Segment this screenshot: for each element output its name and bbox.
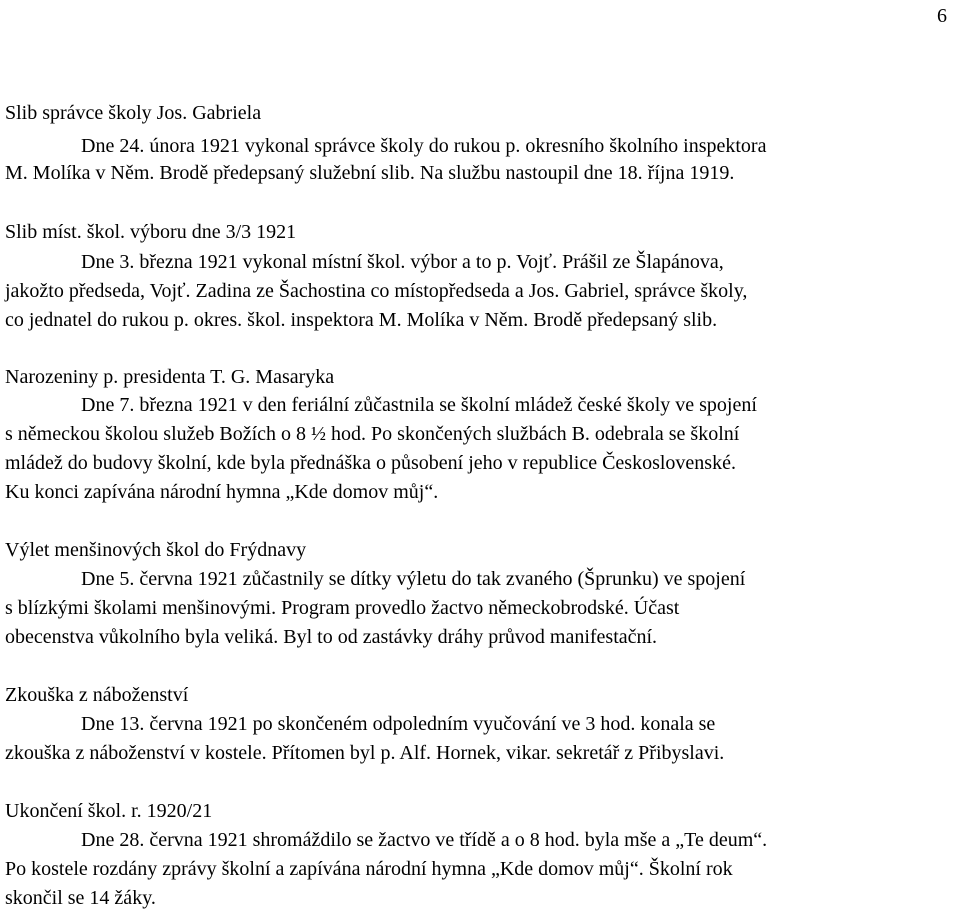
section-heading: Ukončení škol. r. 1920/21 [5, 800, 213, 822]
section-heading: Slib míst. škol. výboru dne 3/3 1921 [5, 221, 297, 243]
section-heading: Výlet menšinových škol do Frýdnavy [5, 539, 307, 561]
paragraph-line: zkouška z náboženství v kostele. Přítomen byl p. Alf. Hornek, vikar. sekretář z Přibyslavi. [5, 742, 725, 764]
section-heading: Slib správce školy Jos. Gabriela [5, 102, 262, 124]
section-heading: Narozeniny p. presidenta T. G. Masaryka [5, 366, 335, 388]
paragraph-line: Dne 7. března 1921 v den feriální zůčastnila se školní mládež české školy ve spojení [81, 394, 757, 416]
paragraph-line: obecenstva vůkolního byla veliká. Byl to od zastávky dráhy průvod manifestační. [5, 626, 658, 648]
paragraph-line: s blízkými školami menšinovými. Program provedlo žactvo německobrodské. Účast [5, 597, 680, 619]
paragraph-line: Dne 13. června 1921 po skončeném odpoledním vyučování ve 3 hod. konala se [81, 713, 716, 735]
paragraph-line: co jednatel do rukou p. okres. škol. inspektora M. Molíka v Něm. Brodě předepsaný slib. [5, 309, 718, 331]
paragraph-line: mládež do budovy školní, kde byla přednáška o působení jeho v republice Československé. [5, 452, 736, 474]
paragraph-line: Ku konci zapívána národní hymna „Kde domov můj“. [5, 481, 439, 503]
paragraph-line: M. Molíka v Něm. Brodě předepsaný služební slib. Na službu nastoupil dne 18. října 1919. [5, 162, 735, 184]
paragraph-line: jakožto předseda, Vojť. Zadina ze Šachostina co místopředseda a Jos. Gabriel, správce školy, [5, 280, 748, 302]
page-number: 6 [937, 5, 947, 27]
paragraph-line: skončil se 14 žáky. [5, 887, 156, 909]
paragraph-line: s německou školou služeb Božích o 8 ½ hod. Po skončených službách B. odebrala se školní [5, 423, 740, 445]
paragraph-line: Dne 24. února 1921 vykonal správce školy do rukou p. okresního školního inspektora [81, 135, 767, 157]
section-heading: Zkouška z náboženství [5, 684, 189, 706]
paragraph-line: Dne 5. června 1921 zůčastnily se dítky výletu do tak zvaného (Šprunku) ve spojení [81, 568, 746, 590]
paragraph-line: Po kostele rozdány zprávy školní a zapívána národní hymna „Kde domov můj“. Školní rok [5, 858, 733, 880]
paragraph-line: Dne 3. března 1921 vykonal místní škol. výbor a to p. Vojť. Prášil ze Šlapánova, [81, 251, 724, 273]
paragraph-line: Dne 28. června 1921 shromáždilo se žactvo ve třídě a o 8 hod. byla mše a „Te deum“. [81, 829, 768, 851]
